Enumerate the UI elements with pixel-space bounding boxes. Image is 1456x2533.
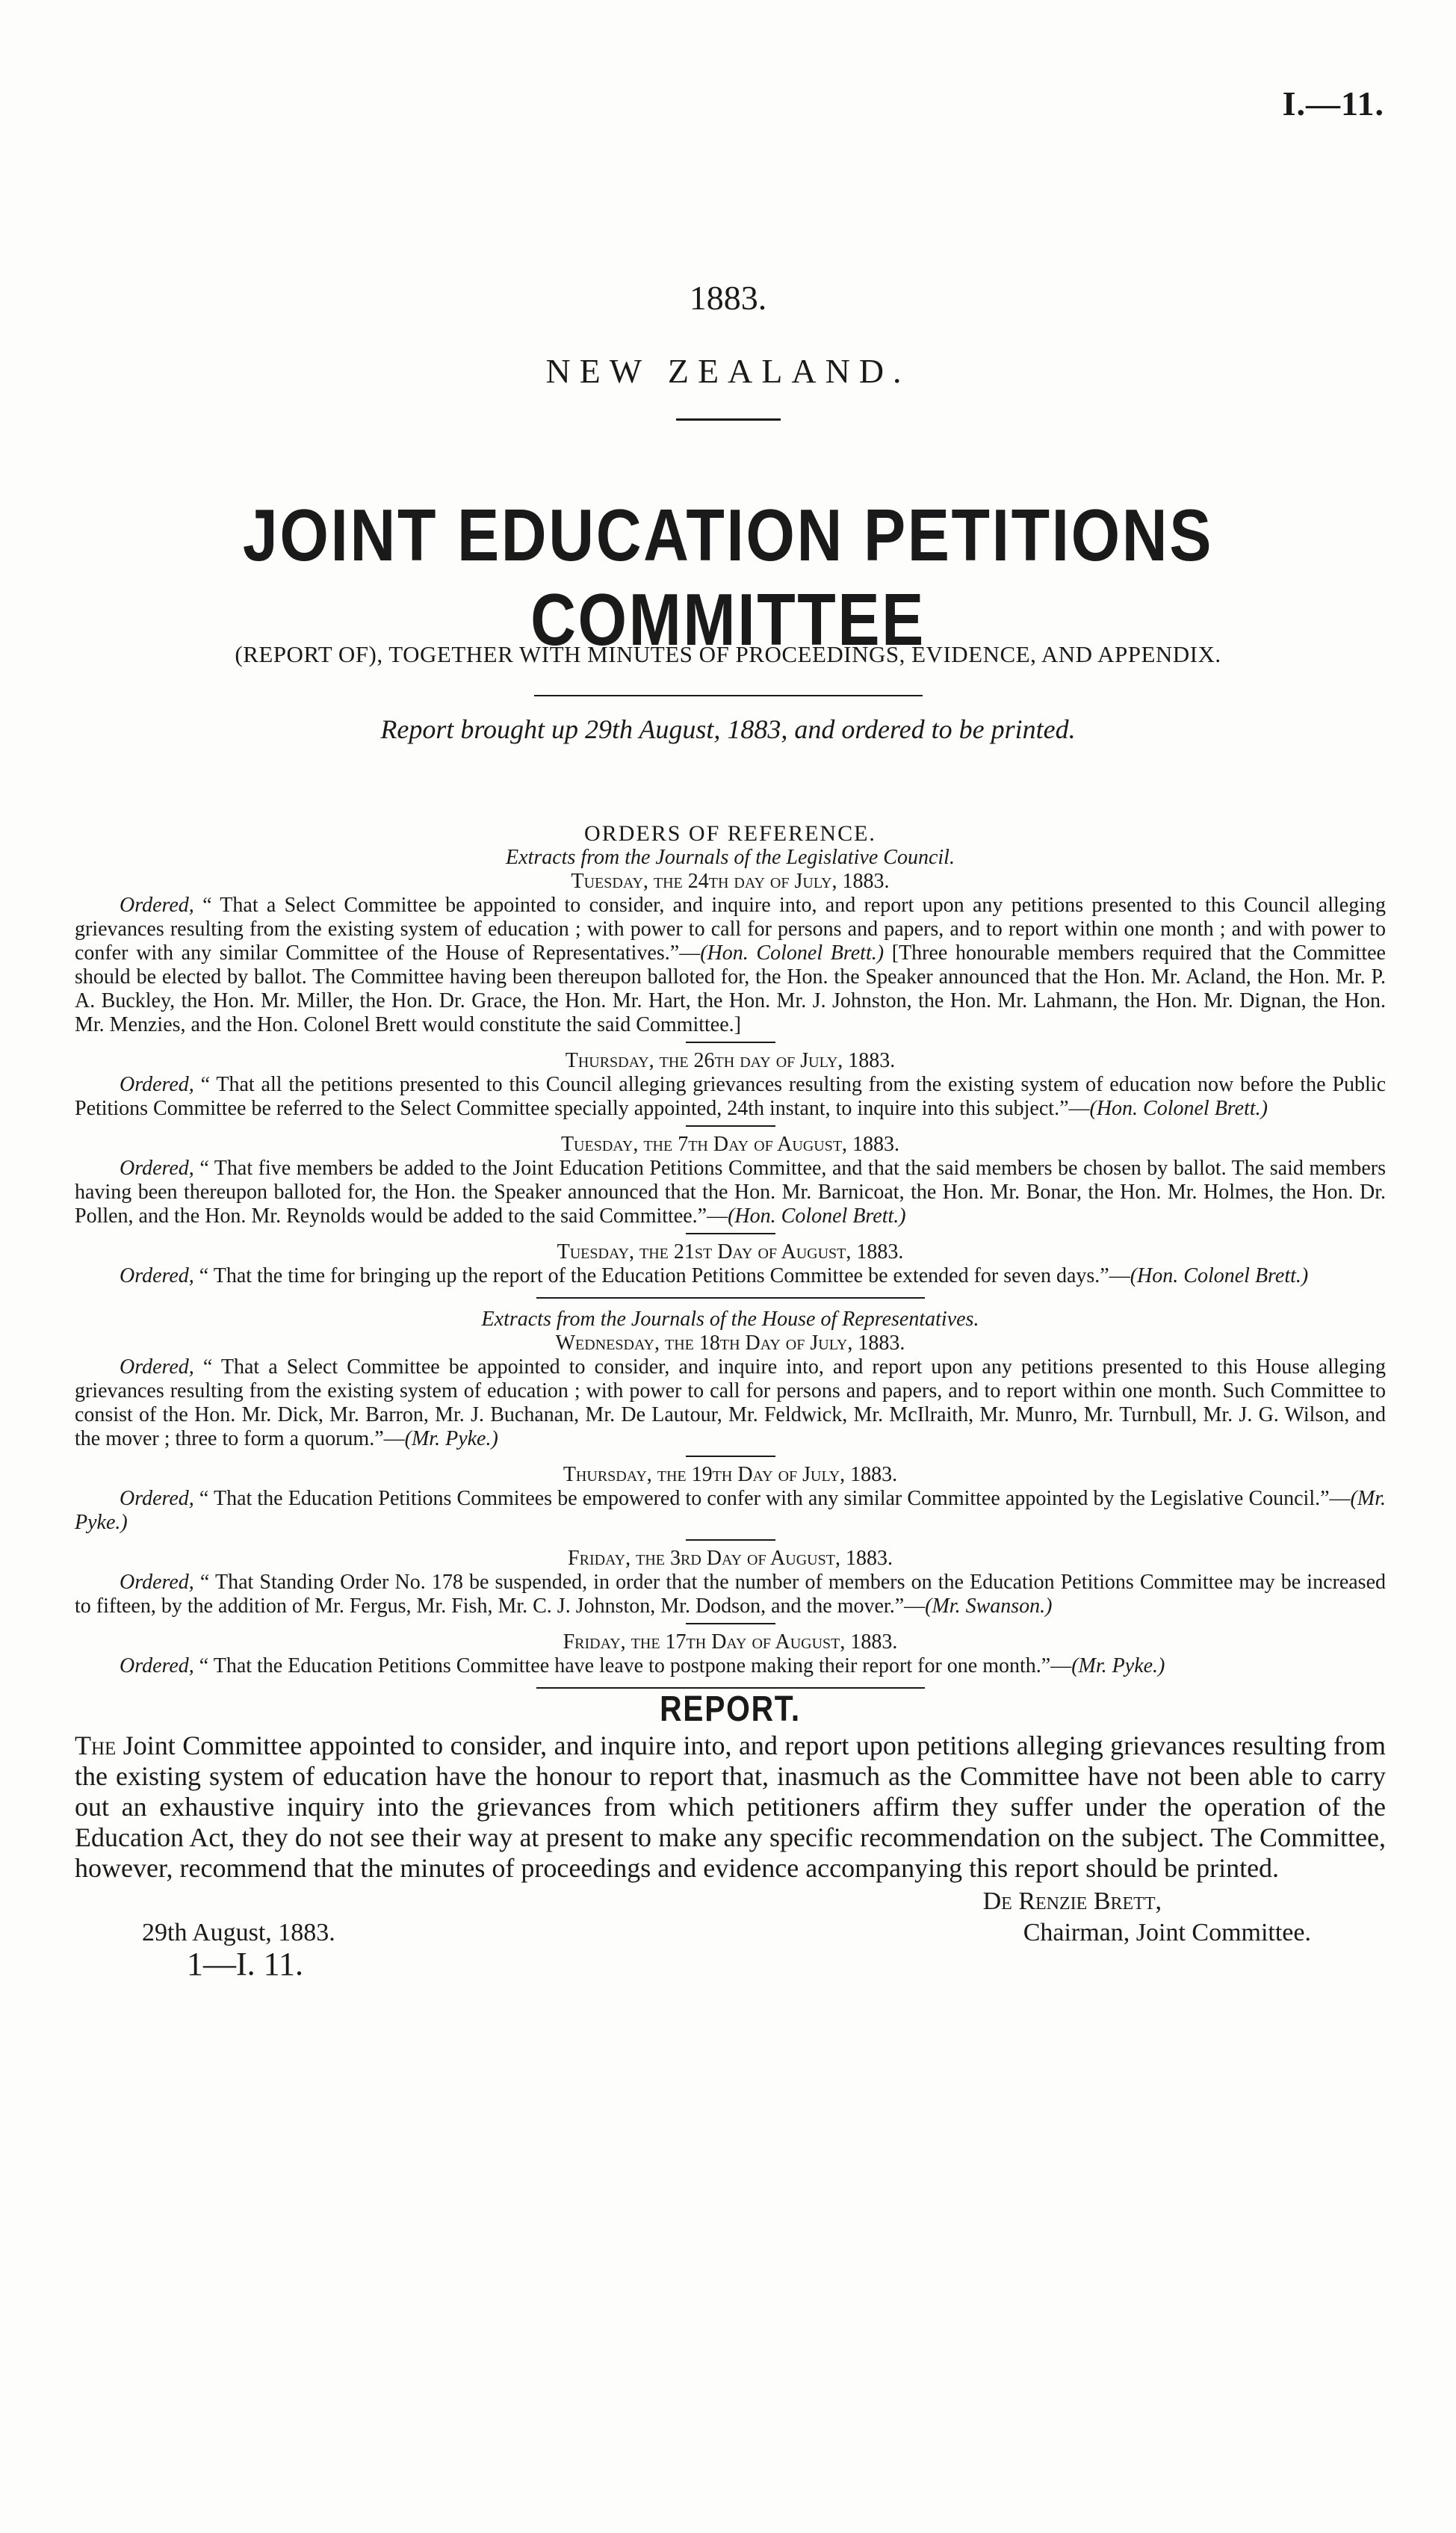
ordered-label: Ordered, bbox=[120, 1157, 194, 1180]
order-mover: (Hon. Colonel Brett.) bbox=[1130, 1264, 1309, 1287]
order-mover: (Mr. Pyke.) bbox=[404, 1427, 498, 1450]
report-date: 29th August, 1883. bbox=[142, 1919, 335, 1946]
section-divider bbox=[536, 1687, 925, 1689]
document-body bbox=[75, 822, 1386, 2002]
report-brought-up-line: Report brought up 29th August, 1883, and ordered to be printed. bbox=[380, 714, 1076, 744]
entry-divider bbox=[686, 1233, 775, 1234]
document-title: JOINT EDUCATION PETITIONS COMMITTEE bbox=[242, 494, 1214, 661]
order-date: Tuesday, the 24th day of July, 1883. bbox=[571, 870, 890, 893]
order-text: “ That the Education Petitions Commitees be empowered to confer with any similar Committee appointed by the Legislative Council.”— bbox=[193, 1487, 1351, 1510]
page-reference: I.—11. bbox=[1282, 84, 1384, 123]
signatory-name: De Renzie Brett, bbox=[982, 1887, 1162, 1915]
order-text: “ That a Select Committee be appointed to consider, and inquire into, and report upon any petitions presented to this House alleging grievances resulting from the existing system of education ; with power to call for persons and papers, and to report within one month. Such Committee to consist of the Hon. Mr. Dick, Mr. Barron, Mr. J. Buchanan, Mr. De Lautour, Mr. Feldwick, Mr. McIlraith, Mr. Munro, Mr. Turnbull, Mr. J. G. Wilson, and the mover ; three to form a quorum.”— bbox=[75, 1355, 1386, 1450]
signature-block bbox=[75, 1887, 1386, 2002]
order-mover: (Mr. Pyke.) bbox=[75, 1487, 1386, 1534]
order-text: “ That a Select Committee be appointed to consider, and inquire into, and report upon any petitions presented to this Council alleging grievances resulting from the existing system of education ; with power to call for persons and papers, and to report within one month ; and with power to confer with any similar Committee of the House of Representatives.”— bbox=[75, 894, 1386, 965]
order-mover: (Mr. Swanson.) bbox=[925, 1595, 1053, 1618]
order-date: Tuesday, the 7th Day of August, 1883. bbox=[560, 1133, 900, 1156]
order-mover: (Hon. Colonel Brett.) bbox=[700, 941, 885, 965]
order-mover: (Hon. Colonel Brett.) bbox=[728, 1204, 906, 1228]
order-text: “ That five members be added to the Joint Education Petitions Committee, and that the said members be chosen by ballot. The said members having been thereupon balloted for, the Hon. the Speaker announced that the Hon. Mr. Barnicoat, the Hon. Mr. Bonar, the Hon. Mr. Holmes, the Hon. Dr. Pollen, and the Hon. Mr. Reynolds would be added to the said Committee.”— bbox=[75, 1157, 1386, 1228]
ordered-label: Ordered, bbox=[120, 1654, 194, 1677]
entry-divider bbox=[686, 1456, 775, 1457]
ordered-label: Ordered, bbox=[120, 1264, 194, 1287]
entry-divider bbox=[686, 1042, 775, 1043]
ordered-label: Ordered, bbox=[120, 1571, 194, 1594]
order-date: Wednesday, the 18th Day of July, 1883. bbox=[555, 1332, 905, 1355]
order-paragraph bbox=[75, 1487, 1386, 1535]
order-text: “ That the time for bringing up the report of the Education Petitions Committee be extended for seven days.”— bbox=[193, 1264, 1130, 1287]
order-mover: (Hon. Colonel Brett.) bbox=[1089, 1097, 1268, 1120]
signatory-title: Chairman, Joint Committee. bbox=[1023, 1919, 1311, 1946]
order-paragraph bbox=[75, 894, 1386, 1037]
orders-heading: ORDERS OF REFERENCE. bbox=[584, 821, 876, 846]
order-date: Thursday, the 19th Day of July, 1883. bbox=[563, 1463, 898, 1486]
order-paragraph bbox=[75, 1654, 1386, 1678]
ordered-label: Ordered, bbox=[120, 894, 194, 917]
report-body: Joint Committee appointed to consider, and inquire into, and report upon petitions alleging grievances resulting from the existing system of education have the honour to report that, inasmuch as the Committee have not been able to carry out an exhaustive inquiry into the grievances from which petitioners affirm they suffer under the operation of the Education Act, they do not see their way at present to make any specific recommendation on the subject. The Committee, however, recommend that the minutes of proceedings and evidence accompanying this report should be printed. bbox=[75, 1731, 1386, 1883]
ordered-label: Ordered, bbox=[120, 1355, 194, 1379]
section-divider bbox=[536, 1297, 925, 1299]
report-paragraph bbox=[75, 1731, 1386, 1884]
report-lead-word: The bbox=[75, 1731, 117, 1760]
subtitle-divider bbox=[534, 695, 923, 696]
order-note: [Three honourable members required that the Committee should be elected by ballot. The Committee having been thereupon balloted for, the Hon. the Speaker announced that the Hon. Mr. Acland, the Hon. Mr. P. A. Buckley, the Hon. Mr. Miller, the Hon. Dr. Grace, the Hon. Mr. Hart, the Hon. Mr. J. Johnston, the Hon. Mr. Lahmann, the Hon. Mr. Dignan, the Hon. Mr. Menzies, and the Hon. Colonel Brett would constitute the said Committee.] bbox=[75, 941, 1386, 1036]
order-paragraph bbox=[75, 1073, 1386, 1121]
title-divider bbox=[676, 418, 781, 421]
order-mover: (Mr. Pyke.) bbox=[1071, 1654, 1165, 1677]
entry-divider bbox=[686, 1539, 775, 1541]
document-year: 1883. bbox=[689, 279, 767, 317]
ordered-label: Ordered, bbox=[120, 1073, 194, 1096]
order-paragraph bbox=[75, 1571, 1386, 1618]
order-paragraph bbox=[75, 1157, 1386, 1228]
order-paragraph bbox=[75, 1264, 1386, 1288]
order-text: “ That Standing Order No. 178 be suspended, in order that the number of members on the Education Petitions Committee may be increased to fifteen, by the addition of Mr. Fergus, Mr. Fish, Mr. C. J. Johnston, Mr. Dodson, and the mover.”— bbox=[75, 1571, 1386, 1618]
order-text: “ That the Education Petitions Committee have leave to postpone making their report for one month.”— bbox=[193, 1654, 1072, 1677]
order-date: Thursday, the 26th day of July, 1883. bbox=[565, 1049, 896, 1072]
order-date: Tuesday, the 21st Day of August, 1883. bbox=[557, 1240, 904, 1264]
order-paragraph bbox=[75, 1355, 1386, 1451]
sheet-number: 1—I. 11. bbox=[187, 1946, 304, 1982]
order-date: Friday, the 3rd Day of August, 1883. bbox=[568, 1547, 893, 1570]
order-text: “ That all the petitions presented to this Council alleging grievances resulting from the existing system of education now before the Public Petitions Committee be referred to the Select Committee specially appointed, 24th instant, to inquire into this subject.”— bbox=[75, 1073, 1386, 1120]
house-extract-heading: Extracts from the Journals of the House of Representatives. bbox=[481, 1308, 979, 1331]
document-subtitle: (REPORT OF), TOGETHER WITH MINUTES OF PROCEEDINGS, EVIDENCE, AND APPENDIX. bbox=[235, 641, 1221, 667]
country-heading: NEW ZEALAND. bbox=[545, 352, 911, 390]
report-heading: REPORT. bbox=[660, 1689, 801, 1729]
council-extract-heading: Extracts from the Journals of the Legislative Council. bbox=[506, 846, 955, 869]
ordered-label: Ordered, bbox=[120, 1487, 194, 1510]
order-date: Friday, the 17th Day of August, 1883. bbox=[563, 1630, 898, 1654]
entry-divider bbox=[686, 1623, 775, 1624]
entry-divider bbox=[686, 1125, 775, 1127]
